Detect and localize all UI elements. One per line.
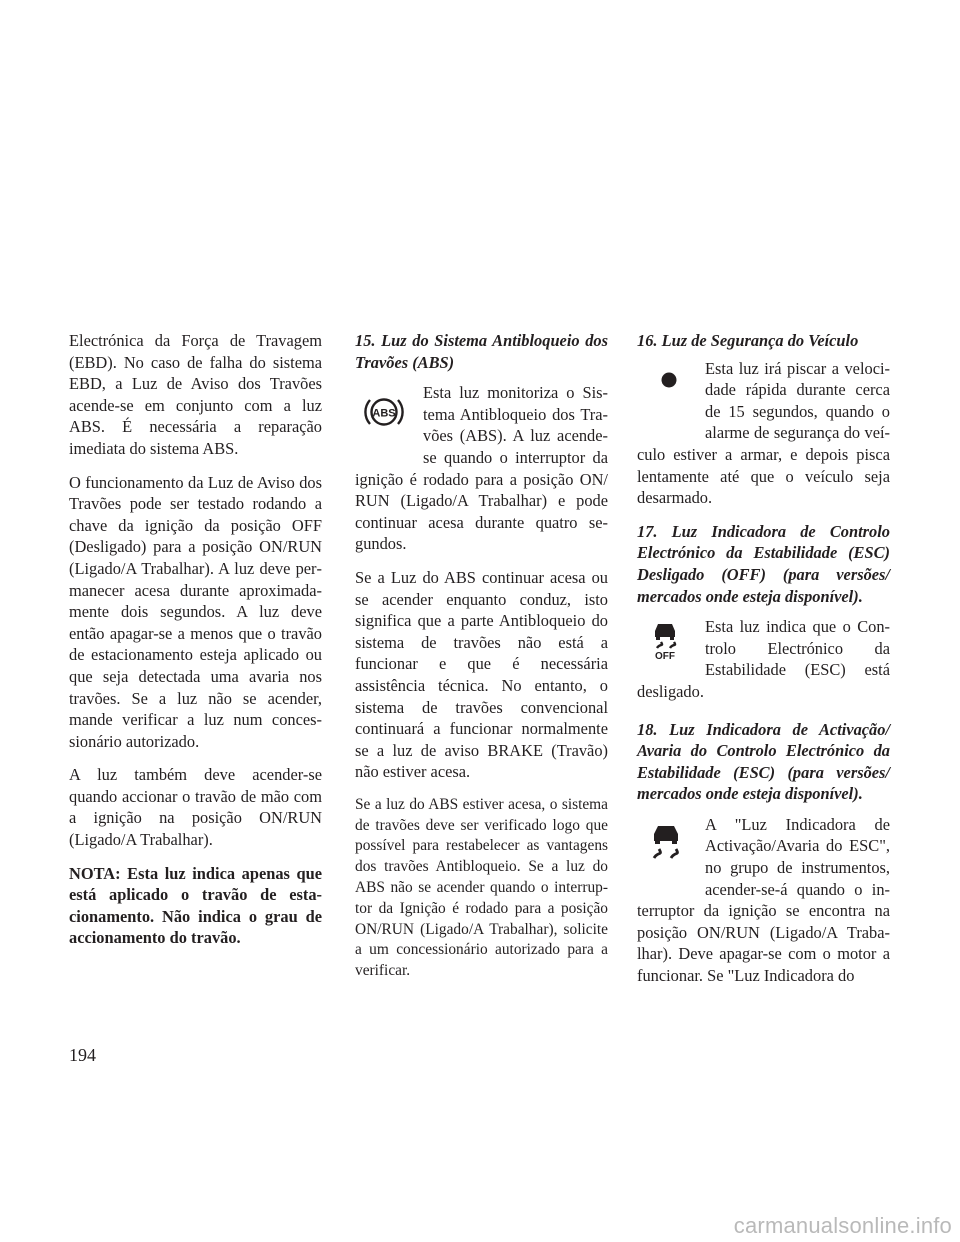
svg-text:ABS: ABS — [372, 407, 396, 420]
heading-abs-light: 15. Luz do Sistema Antibloqueio dos Travões (ABS) — [355, 331, 608, 372]
esc-off-icon — [637, 616, 705, 666]
note-parking-brake: NOTA: Esta luz indica apenas que está aplicado o travão de estacionamento. Não indica o grau de accionamento do travão. — [69, 863, 322, 948]
esc-activation-icon — [637, 814, 705, 898]
paragraph-abs-stays-on: Se a Luz do ABS continuar acesa ou se acender enquanto conduz, isto significa que a parte Antibloqueio do sistema de travões não está a funcionar e que é necessária assistência técnica. No entanto, o sistema de travões convencional continuará a funcionar normalmente se a luz de aviso BRAKE (Travão) não estiver acesa. — [355, 567, 608, 782]
heading-esc-off-light: 17. Luz Indicadora de Controlo Electrónico da Estabilidade (ESC) Desligado (OFF) (para versões/ mercados onde esteja disponível). — [637, 521, 890, 606]
page-number: 194 — [69, 1045, 96, 1065]
paragraph-parking-brake: A luz também deve acender-se quando accionar o travão de mão com a ignição na posição ON/RUN (Ligado/A Trabalhar). — [69, 765, 322, 850]
paragraph-abs-monitor: Esta luz monitoriza o Sistema Antibloqueio dos Travões (ABS). A luz acende-se quando o interruptor da ignição é rodado para a posição ON/ RUN (Ligado/A Trabalhar) e pode continuar acesa durante quatro segundos. — [355, 383, 608, 554]
paragraph-ebd: Electrónica da Força de Travagem (EBD). No caso de falha do sistema EBD, a Luz de Aviso dos Travões acende-se em conjunto com a luz ABS. É necessária a reparação imediata do sistema ABS. — [69, 331, 322, 458]
paragraph-security-light: Esta luz irá piscar a velocidade rápida durante cerca de 15 segundos, quando o alarme de segurança do veículo estiver a armar, e depois pisca lentamente até que o veículo seja desarmado. — [637, 358, 890, 508]
paragraph-brake-light-test: O funcionamento da Luz de Aviso dos Travões pode ser testado rodando a chave da ignição da posição OFF (Desligado) para a posição ON/RUN (Ligado/A Trabalhar). A luz deve permanecer acesa durante aproximadamente dois segundos. A luz deve então apagar-se a menos que o travão de estacionamento esteja aplicado ou que seja detectada uma avaria nos travões. Se a luz não se acender, mande verificar a luz num concessionário autorizado. — [69, 472, 322, 751]
svg-text:OFF: OFF — [655, 651, 675, 661]
column-middle — [355, 330, 608, 994]
abs-warning-icon — [355, 382, 423, 456]
paragraph-esc-off: Esta luz indica que o Controlo Electrónico da Estabilidade (ESC) está desligado. — [637, 617, 890, 701]
paragraph-abs-check: Se a luz do ABS estiver acesa, o sistema de travões deve ser verificado logo que possível para restabelecer as vantagens dos travões Antibloqueio. Se a luz do ABS não se acender quando o interruptor da Ignição é rodado para a posição ON/RUN (Ligado/A Trabalhar), solicite a um concessionário autorizado para a verificar. — [355, 795, 608, 980]
security-light-icon — [637, 358, 705, 442]
paragraph-esc-activation: A "Luz Indicadora de Activação/Avaria do ESC", no grupo de instrumentos, acender-se-á quando o interruptor da ignição se encontra na posição ON/RUN (Ligado/A Trabalhar). Deve apagar-se com o motor a funcionar. Se "Luz Indicadora do — [637, 814, 890, 986]
watermark: carmanualsonline.info — [733, 1213, 952, 1238]
heading-security-light: 16. Luz de Segurança do Veículo — [637, 331, 859, 350]
column-right — [637, 330, 890, 999]
column-left — [69, 330, 322, 949]
heading-esc-activation-light: 18. Luz Indicadora de Activação/ Avaria do Controlo Electrónico da Estabilidade (ESC) (para versões/ mercados onde esteja disponível). — [637, 719, 890, 804]
